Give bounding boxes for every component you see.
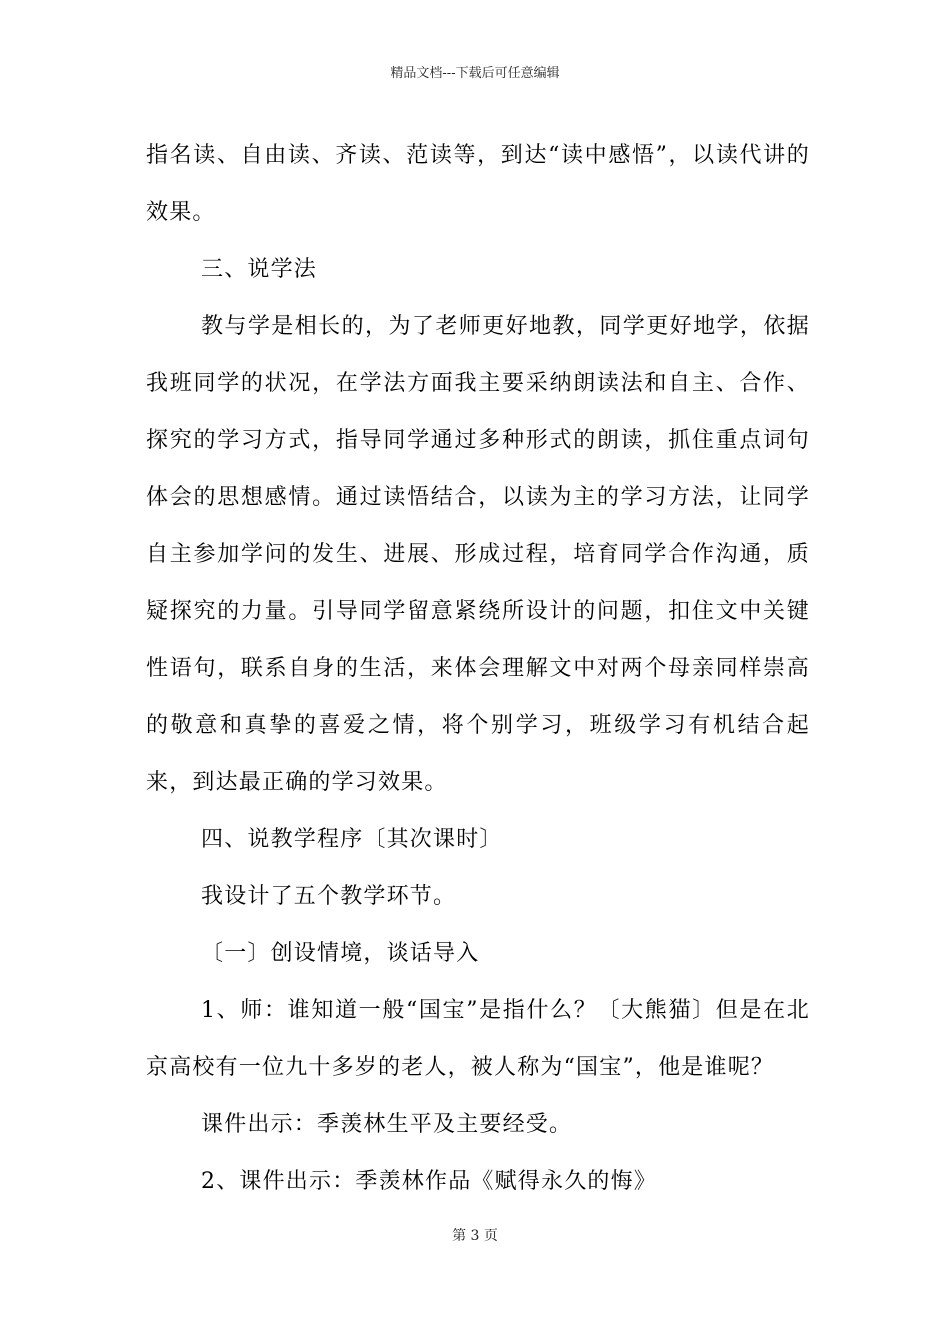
page-footer: 第 3 页 (452, 1228, 498, 1244)
paragraph-courseware-1: 课件出示：季羡林生平及主要经受。 (201, 1112, 573, 1137)
paragraph-five-steps: 我设计了五个教学环节。 (201, 884, 457, 909)
subsection-heading-1: 〔一〕创设情境，谈话导入 (201, 941, 480, 966)
paragraph-1: 指名读、自由读、齐读、范读等，到达“读中感悟”，以读代讲的效果。 (146, 143, 810, 225)
page-header: 精品文档---下载后可任意编辑 (390, 66, 560, 81)
list-item-2: 2、课件出示：季羡林作品《赋得永久的悔》 (201, 1169, 657, 1194)
paragraph-learning-methods: 教与学是相长的，为了老师更好地教，同学更好地学，依据我班同学的状况，在学法方面我主要采纳朗读法和自主、合作、探究的学习方式，指导同学通过多种形式的朗读，抓住重点词句体会的思想感情。通过读悟结合，以读为主的学习方法，让同学自主参加学问的发生、进展、形成过程，培育同学合作沟通，质疑探究的力量。引导同学留意紧绕所设计的问题，扣住文中关键性语句，联系自身的生活，来体会理解文中对两个母亲同样崇高的敬意和真挚的喜爱之情，将个别学习，班级学习有机结合起来，到达最正确的学习效果。 (146, 314, 810, 795)
document-body (146, 127, 810, 1210)
section-heading-4: 四、说教学程序〔其次课时〕 (201, 827, 503, 852)
list-item-1: 1、师：谁知道一般“国宝”是指什么？〔大熊猫〕但是在北京高校有一位九十多岁的老人，被人称为“国宝”，他是谁呢？ (146, 998, 810, 1080)
section-heading-3: 三、说学法 (201, 257, 318, 282)
